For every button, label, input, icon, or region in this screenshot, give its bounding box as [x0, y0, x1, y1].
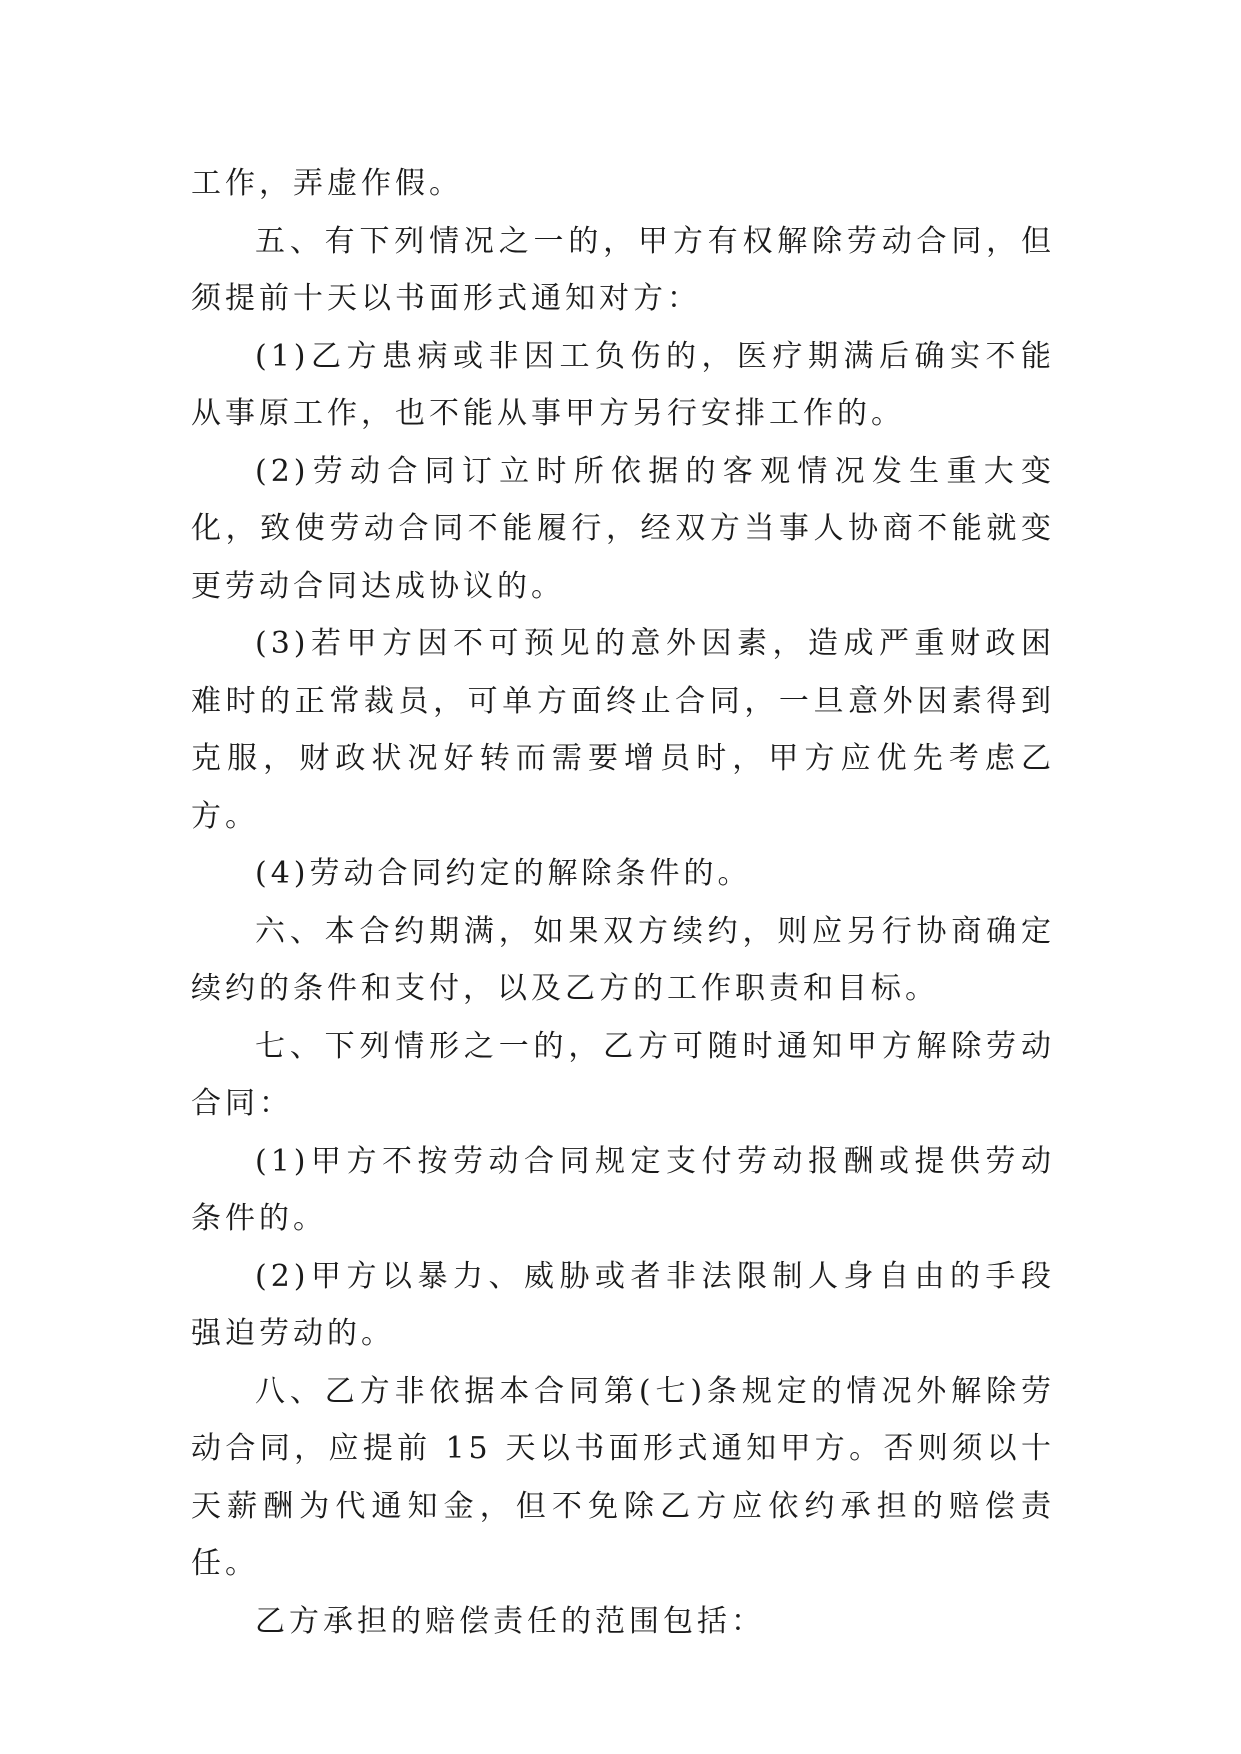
- paragraph-clause-5: 五、有下列情况之一的，甲方有权解除劳动合同，但须提前十天以书面形式通知对方：: [191, 223, 1055, 316]
- paragraph-clause-5-item-1: (1)乙方患病或非因工负伤的，医疗期满后确实不能从事原工作，也不能从事甲方另行安排工作的。: [191, 338, 1055, 431]
- document-body: [191, 155, 1055, 1650]
- paragraph-clause-5-item-4: (4)劳动合同约定的解除条件的。: [255, 856, 752, 891]
- paragraph-clause-5-item-3: (3)若甲方因不可预见的意外因素，造成严重财政困难时的正常裁员，可单方面终止合同，一旦意外因素得到克服，财政状况好转而需要增员时，甲方应优先考虑乙方。: [191, 626, 1055, 834]
- paragraph-clause-6: 六、本合约期满，如果双方续约，则应另行协商确定续约的条件和支付，以及乙方的工作职责和目标。: [191, 913, 1055, 1006]
- paragraph-clause-7-item-2: (2)甲方以暴力、威胁或者非法限制人身自由的手段强迫劳动的。: [191, 1258, 1055, 1351]
- paragraph-clause-8: 八、乙方非依据本合同第(七)条规定的情况外解除劳动合同，应提前 15 天以书面形式通知甲方。否则须以十天薪酬为代通知金，但不免除乙方应依约承担的赔偿责任。: [191, 1373, 1055, 1581]
- paragraph-clause-5-item-2: (2)劳动合同订立时所依据的客观情况发生重大变化，致使劳动合同不能履行，经双方当事人协商不能就变更劳动合同达成协议的。: [191, 453, 1055, 604]
- paragraph-clause-7: 七、下列情形之一的，乙方可随时通知甲方解除劳动合同：: [191, 1028, 1055, 1121]
- paragraph-continuation: 工作，弄虚作假。: [191, 166, 463, 201]
- paragraph-liability-scope: 乙方承担的赔偿责任的范围包括：: [255, 1603, 765, 1639]
- paragraph-clause-7-item-1: (1)甲方不按劳动合同规定支付劳动报酬或提供劳动条件的。: [191, 1143, 1055, 1236]
